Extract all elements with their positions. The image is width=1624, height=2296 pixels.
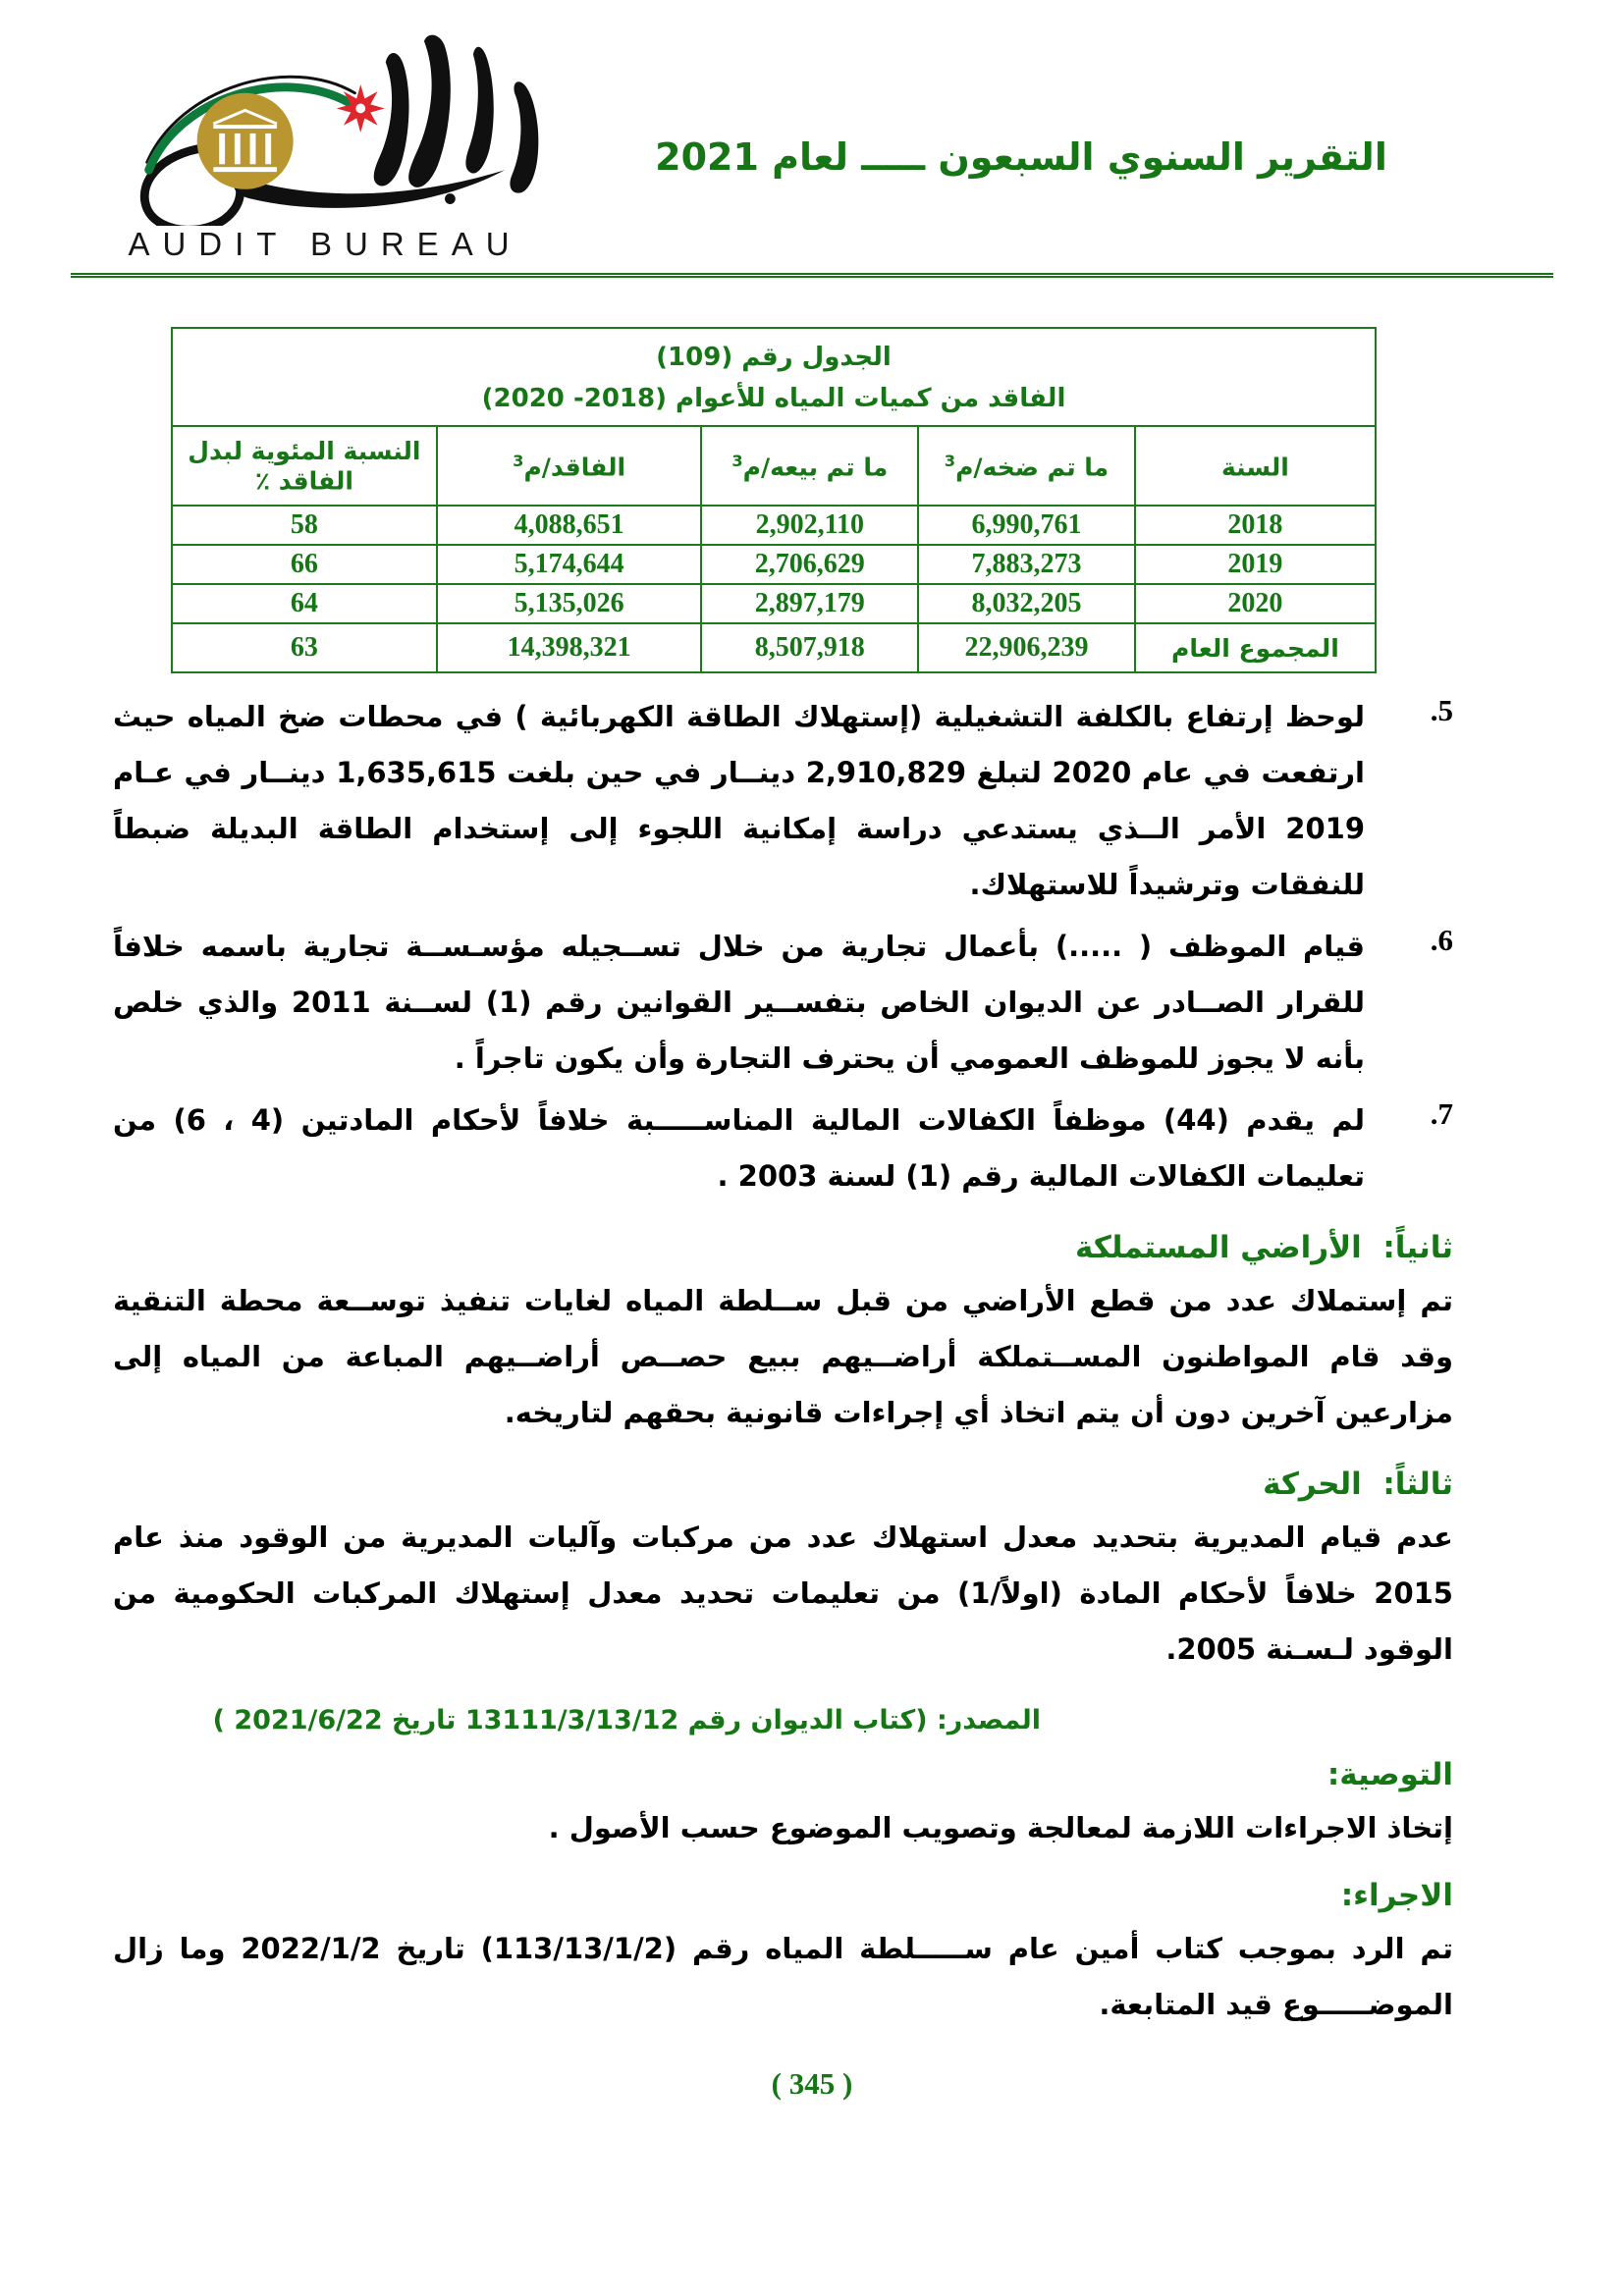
table-cell: 2,706,629: [701, 545, 918, 584]
recommendation-heading: التوصية:: [1326, 1757, 1453, 1793]
report-title: التقرير السنوي السبعون ـــــ لعام 2021: [655, 135, 1387, 179]
table-cell: 2019: [1135, 545, 1376, 584]
table-row-2019: [172, 545, 1376, 584]
finding-number: 6.: [1430, 923, 1453, 958]
table-title: الجدول رقم (109): [656, 343, 892, 372]
table-cell: 64: [172, 584, 437, 623]
finding-text: قيام الموظف ( .....) بأعمال تجارية من خلال تســجيله مؤسـســة تجارية باسمه خلافاً للقرار الصــادر عن الديوان الخاص بتفســير القوانين رقم (1) لســنة 2011 والذي خلص بأنه لا يجوز للموظف العمومي أن يحترف التجارة وأن يكون تاجراً .: [113, 930, 1365, 1076]
section-heading-lands: ثانياً: الأراضي المستملكة: [1074, 1230, 1453, 1266]
table-row-total: [172, 623, 1376, 672]
table-cell: 2018: [1135, 506, 1376, 545]
report-body: [0, 278, 1624, 2033]
table-cell: 6,990,761: [918, 506, 1135, 545]
table-cell: 7,883,273: [918, 545, 1135, 584]
table-cell: 2,897,179: [701, 584, 918, 623]
col-sold: ما تم بيعه/م$^3$: [701, 426, 918, 506]
page-header: [0, 0, 1624, 263]
finding-text: لوحظ إرتفاع بالكلفة التشغيلية (إستهلاك الطاقة الكهربائية ) في محطات ضخ المياه حيث ارتفعت في عام 2020 لتبلغ 2,910,829 دينــار في حين بلغت 1,635,615 دينــار في عـام 2019 الأمر الــذي يستدعي دراسة إمكانية اللجوء إلى إستخدام الطاقة البديلة ضبطاً للنفقات وترشيداً للاستهلاك.: [113, 700, 1365, 902]
table-cell: 63: [172, 623, 437, 672]
finding-number: 7.: [1430, 1096, 1453, 1132]
finding-item-6: [113, 919, 1453, 1087]
finding-item-5: [113, 689, 1453, 913]
water-loss-table: [171, 327, 1377, 673]
col-year: السنة: [1135, 426, 1376, 506]
section-heading-fleet: ثالثاً: الحركة: [1263, 1467, 1453, 1503]
audit-bureau-logo: [94, 33, 556, 263]
section-body-lands: تم إستملاك عدد من قطع الأراضي من قبل ســلطة المياه لغايات تنفيذ توســعة محطة التنقية وقد قام المواطنون المســتملكة أراضــيهم ببيع حصــص أراضــيهم المباعة من المياه إلى مزارعين آخرين دون أن يتم اتخاذ أي إجراءات قانونية بحقهم لتاريخه.: [113, 1284, 1453, 1430]
audit-bureau-calligraphy-icon: [94, 33, 556, 226]
table-cell: 58: [172, 506, 437, 545]
table-row-2020: [172, 584, 1376, 623]
action-body: تم الرد بموجب كتاب أمين عام ســـــلطة المياه رقم (113/13/1/2) تاريخ 2022/1/2 وما زال الموضـــــوع قيد المتابعة.: [113, 1932, 1453, 2022]
table-cell: 4,088,651: [437, 506, 702, 545]
section-body-fleet: عدم قيام المديرية بتحديد معدل استهلاك عدد من مركبات وآليات المديرية من الوقود منذ عام 2015 خلافاً لأحكام المادة (اولاً/1) من تعليمات تحديد معدل إستهلاك المركبات الحكومية من الوقود لـسـنة 2005.: [113, 1521, 1453, 1667]
table-cell: 5,135,026: [437, 584, 702, 623]
table-row-2018: [172, 506, 1376, 545]
table-cell: 8,032,205: [918, 584, 1135, 623]
table-cell: 2020: [1135, 584, 1376, 623]
col-loss-percentage: النسبة المئوية لبدل الفاقد ٪: [172, 426, 437, 506]
col-lost: الفاقد/م$^3$: [437, 426, 702, 506]
page-number: ( 345 ): [771, 2066, 853, 2101]
table-title-row: [172, 328, 1376, 426]
table-cell: 14,398,321: [437, 623, 702, 672]
finding-number: 5.: [1430, 693, 1453, 728]
source-reference: المصدر: (كتاب الديوان رقم 13111/3/13/12 تاريخ 2021/6/22 ): [212, 1705, 1041, 1736]
table-cell: 66: [172, 545, 437, 584]
table-cell: 2,902,110: [701, 506, 918, 545]
col-pumped: ما تم ضخه/م$^3$: [918, 426, 1135, 506]
table-cell: 8,507,918: [701, 623, 918, 672]
finding-item-7: [113, 1093, 1453, 1204]
action-heading: الاجراء:: [1340, 1878, 1453, 1914]
gold-medallion-icon: [197, 93, 294, 189]
table-header-row: [172, 426, 1376, 506]
table-subtitle: الفاقد من كميات المياه للأعوام (2018- 2020): [481, 384, 1066, 413]
finding-text: لم يقدم (44) موظفاً الكفالات المالية المناســـــبة خلافاً لأحكام المادتين (4 ، 6) من تعليمات الكفالات المالية رقم (1) لسنة 2003 .: [113, 1103, 1366, 1194]
table-cell: 5,174,644: [437, 545, 702, 584]
table-cell: المجموع العام: [1135, 623, 1376, 672]
table-cell: 22,906,239: [918, 623, 1135, 672]
logo-latin-text: AUDIT BUREAU: [128, 226, 522, 262]
recommendation-body: إتخاذ الاجراءات اللازمة لمعالجة وتصويب الموضوع حسب الأصول .: [548, 1811, 1453, 1845]
findings-list: [113, 689, 1453, 1204]
